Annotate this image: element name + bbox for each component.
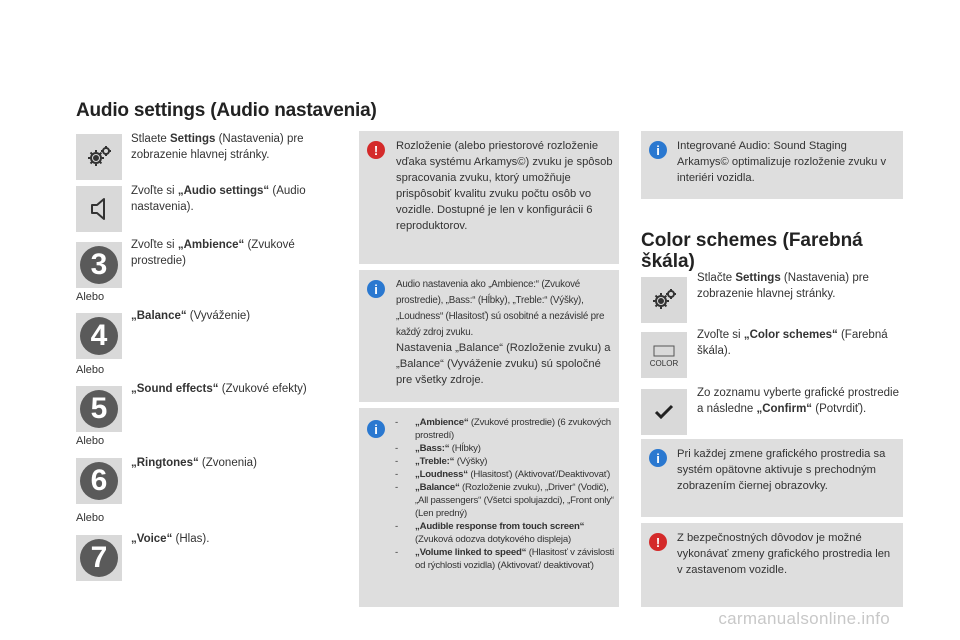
step-6-badge: 6 — [76, 458, 122, 504]
confirm-tile — [641, 389, 687, 435]
watermark: carmanualsonline.info — [718, 609, 890, 628]
list-item: - „Loudness“ (Hlasitosť) (Aktivovať/Deaktivovať) — [395, 469, 611, 480]
alebo-label: Alebo — [76, 291, 105, 303]
step-4-badge: 4 — [76, 313, 122, 359]
alebo-label: Alebo — [76, 512, 105, 524]
list-item: - „Bass:“ (Hĺbky) — [395, 443, 481, 454]
gear-icon — [649, 285, 679, 315]
warning-icon: ! — [367, 141, 385, 159]
palette-icon — [651, 343, 677, 359]
color-tile: COLOR — [641, 332, 687, 378]
info-box-arkamys: i Integrované Audio: Sound Staging Arkamys© optimalizuje rozloženie zvuku v interiéri vozidla. — [641, 131, 903, 199]
list-item: - „Audible response from touch screen“ (Zvuková odozva dotykového displeja) — [395, 521, 585, 545]
audio-tile — [76, 186, 122, 232]
list-item: - „Ambience“ (Zvukové prostredie) (6 zvukových prostredí) — [395, 417, 611, 441]
step-6-text: „Ringtones“ (Zvonenia) — [131, 457, 257, 469]
warning-box-color: ! Z bezpečnostných dôvodov je možné vykonávať zmeny grafického prostredia len v zastavenom vozidle. — [641, 523, 903, 607]
step-3-text: Zvoľte si „Ambience“ (Zvukové prostredie) — [131, 239, 295, 267]
settings-tile — [641, 277, 687, 323]
step-5-text: „Sound effects“ (Zvukové efekty) — [131, 383, 307, 395]
info-icon: i — [367, 280, 385, 298]
settings-tile — [76, 134, 122, 180]
list-item: - „Treble:“ (Výšky) — [395, 456, 488, 467]
checkmark-icon — [652, 400, 676, 424]
info-box-color: i Pri každej zmene grafického prostredia sa systém opätovne aktivuje s prechodným zobrazením čiernej obrazovky. — [641, 439, 903, 517]
step-5-badge: 5 — [76, 386, 122, 432]
section-title-color: Color schemes (Farebná škála) — [641, 230, 863, 272]
gear-icon — [84, 142, 114, 172]
color-step-1-text: Stlačte Settings (Nastavenia) pre zobrazenie hlavnej stránky. — [697, 272, 869, 300]
info-icon: i — [367, 420, 385, 438]
step-4-text: „Balance“ (Vyváženie) — [131, 310, 251, 322]
step-7-text: „Voice“ (Hlas). — [131, 533, 210, 545]
list-item: - „Balance“ (Rozloženie zvuku), „Driver“ (Vodič), „All passengers“ (Všetci spolujazdci), „Front only“ (Len predný) — [395, 482, 614, 519]
step-7-badge: 7 — [76, 535, 122, 581]
info-box-list — [359, 408, 619, 607]
color-step-3-text: Zo zoznamu vyberte grafické prostredie a následne „Confirm“ (Potvrdiť). — [697, 387, 899, 415]
step-2-text: Zvoľte si „Audio settings“ (Audio nastavenia). — [131, 185, 306, 213]
alebo-label: Alebo — [76, 435, 105, 447]
list-item: - „Volume linked to speed“ (Hlasitosť v závislosti od rýchlosti vozidla) (Aktivovať/ deaktivovať) — [395, 547, 615, 571]
alebo-label: Alebo — [76, 364, 105, 376]
info-icon: i — [649, 141, 667, 159]
speaker-icon — [84, 194, 114, 224]
warning-box-staging: ! Rozloženie (alebo priestorové rozloženie vďaka systému Arkamys©) zvuku je spôsob spracovania zvuku, ktorý umožňuje prispôsobiť kvalitu zvuku počtu osôb vo vozidle. Dostupné je len v konfigurácii 6 reproduktorov. — [359, 131, 619, 264]
settings-list — [395, 416, 617, 572]
warning-icon: ! — [649, 533, 667, 551]
info-box-audio: i Audio nastavenia ako „Ambience:“ (Zvukové prostredie), „Bass:“ (Hĺbky), „Treble:“ (Výšky), „Loudness“ (Hlasitosť) sú osobitné a nezávislé pre každý zdroj zvuku. Nastavenia „Balance“ (Rozloženie zvuku) a „Balance“ (Vyváženie zvuku) sú spoločné pre všetky zdroje. — [359, 270, 619, 402]
step-1-text: Stlaete Settings (Nastavenia) pre zobrazenie hlavnej stránky. — [131, 133, 304, 161]
page-title: Audio settings (Audio nastavenia) — [76, 100, 377, 121]
color-step-2-text: Zvoľte si „Color schemes“ (Farebná škála). — [697, 329, 888, 357]
step-3-badge: 3 — [76, 242, 122, 288]
info-icon: i — [649, 449, 667, 467]
